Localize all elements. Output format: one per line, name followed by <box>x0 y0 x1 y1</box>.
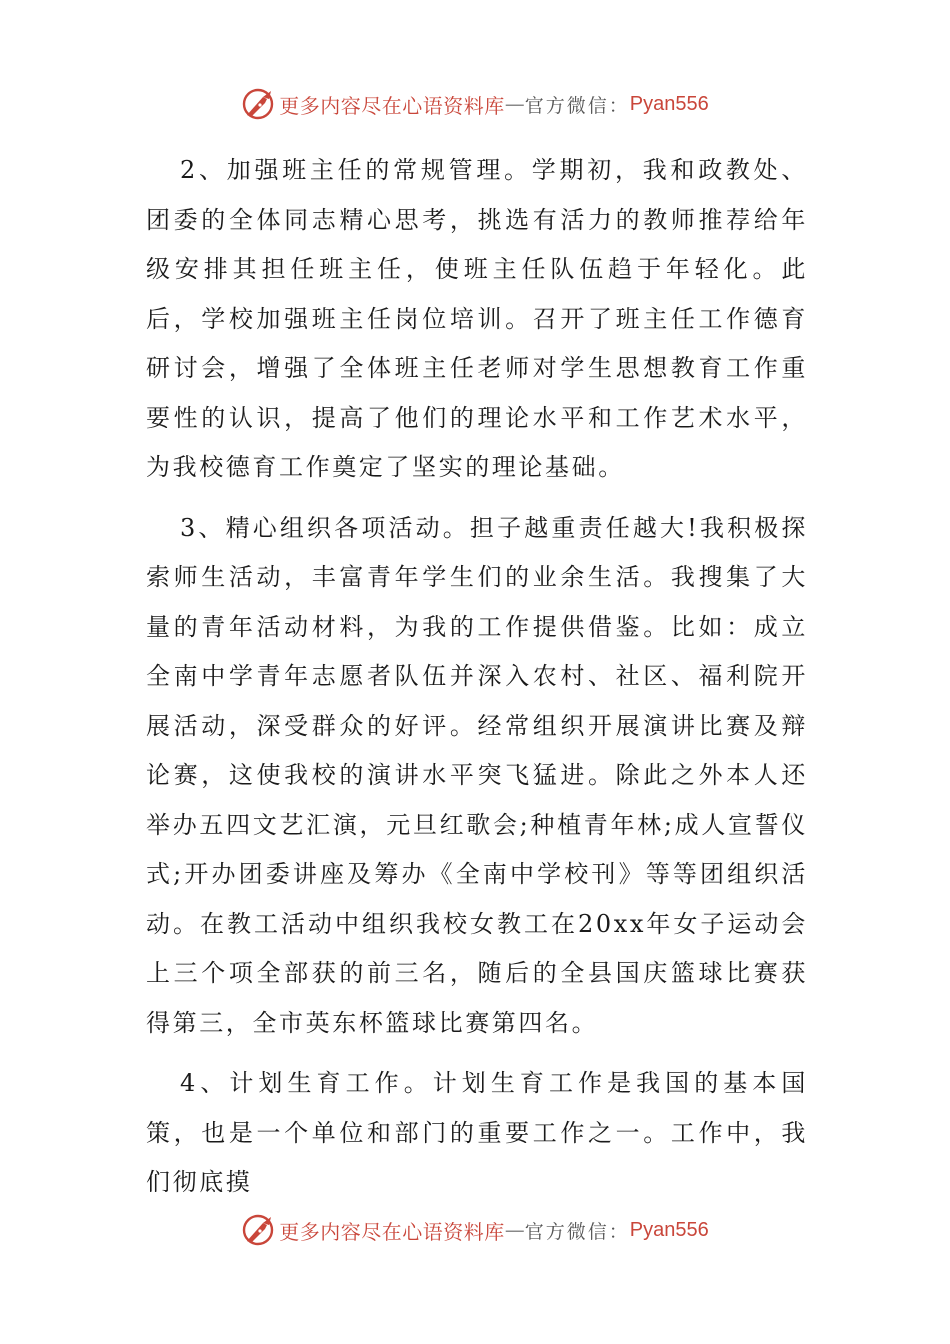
header-banner-text: 更多内容尽在心语资料库 <box>279 93 505 118</box>
header-banner-separator: — <box>504 92 525 116</box>
document-body <box>146 146 808 1219</box>
footer-official-label: 官方微信： <box>524 1220 630 1243</box>
header-banner <box>0 82 950 126</box>
paragraph-family-planning: 4、计划生育工作。计划生育工作是我国的基本国策，也是一个单位和部门的重要工作之一。工作中，我们彻底摸 <box>146 1069 808 1196</box>
footer-banner <box>0 1208 950 1252</box>
footer-banner-text: 更多内容尽在心语资料库 <box>279 1219 505 1244</box>
footer-account-id: Pyan556 <box>629 1218 709 1241</box>
paragraph-activities: 3、精心组织各项活动。担子越重责任越大!我积极探索师生活动，丰富青年学生们的业余生活。我搜集了大量的青年活动材料，为我的工作提供借鉴。比如：成立全南中学青年志愿者队伍并深入农村、社区、福利院开展活动，深受群众的好评。经常组织开展演讲比赛及辩论赛，这使我校的演讲水平突飞猛进。除此之外本人还举办五四文艺汇演，元旦红歌会;种植青年林;成人宣誓仪式;开办团委讲座及筹办《全南中学校刊》等等团组织活动。在教工活动中组织我校女教工在20xx年女子运动会上三个项全部获的前三名，随后的全县国庆篮球比赛获得第三，全市英东杯篮球比赛第四名。 <box>146 513 808 1037</box>
footer-banner-separator: — <box>504 1218 525 1242</box>
pen-nib-logo-icon <box>241 1213 275 1247</box>
header-official-label: 官方微信： <box>524 94 630 117</box>
header-account-id: Pyan556 <box>629 92 709 115</box>
paragraph-class-teacher-management: 2、加强班主任的常规管理。学期初，我和政教处、团委的全体同志精心思考，挑选有活力的教师推荐给年级安排其担任班主任，使班主任队伍趋于年轻化。此后，学校加强班主任岗位培训。召开了班主任工作德育研讨会，增强了全体班主任老师对学生思想教育工作重要性的认识，提高了他们的理论水平和工作艺术水平，为我校德育工作奠定了坚实的理论基础。 <box>146 156 808 481</box>
pen-nib-logo-icon <box>241 87 275 121</box>
